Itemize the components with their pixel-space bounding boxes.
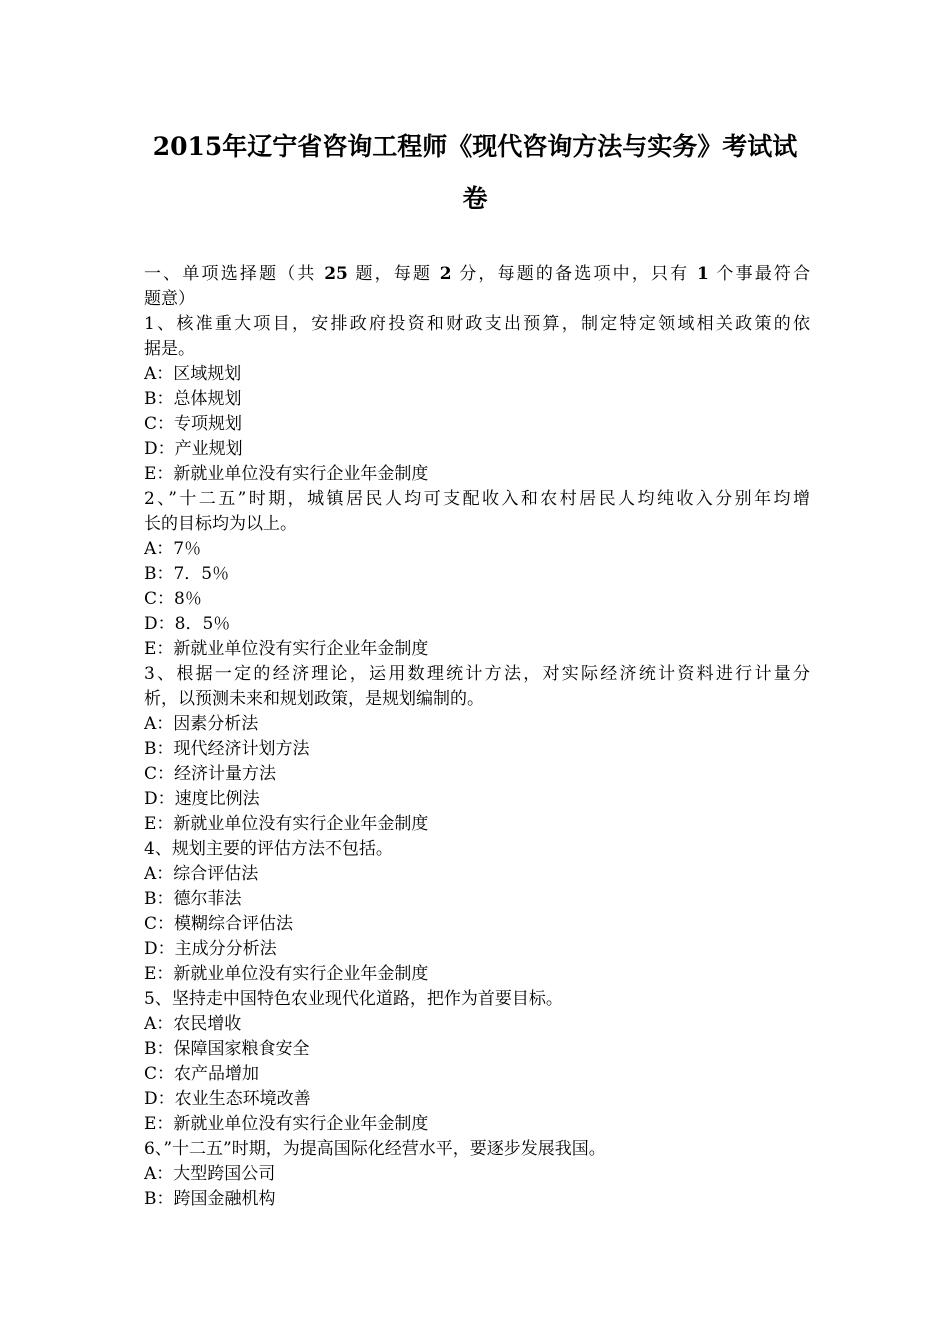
document-title: [140, 128, 810, 218]
section-heading: 一、单项选择题（共 25 题，每题 2 分，每题的备选项中，只有 1 个事最符合: [144, 264, 810, 284]
question-6: [144, 1137, 810, 1212]
answer-option: B：总体规划: [144, 389, 242, 409]
exam-content: [144, 262, 810, 1212]
answer-option: D：8．5％: [144, 614, 231, 634]
question-4: [144, 837, 810, 987]
question-stem: 据是。: [144, 339, 195, 359]
question-2: [144, 487, 810, 662]
answer-option: E：新就业单位没有实行企业年金制度: [144, 814, 429, 834]
answer-option: A：因素分析法: [144, 714, 259, 734]
question-list: [144, 312, 810, 1212]
answer-option: D：速度比例法: [144, 789, 260, 809]
answer-option: D：农业生态环境改善: [144, 1089, 311, 1109]
answer-option: C：专项规划: [144, 414, 243, 434]
answer-option: C：农产品增加: [144, 1064, 260, 1084]
answer-option: A：大型跨国公司: [144, 1164, 276, 1184]
answer-option: B：保障国家粮食安全: [144, 1039, 310, 1059]
question-stem: 6、”十二五”时期，为提高国际化经营水平，要逐步发展我国。: [144, 1139, 606, 1159]
answer-option: B：德尔菲法: [144, 889, 242, 909]
correct-count: 1: [696, 264, 709, 284]
question-5: [144, 987, 810, 1137]
answer-option: C：经济计量方法: [144, 764, 277, 784]
title-year: 2015: [152, 132, 223, 161]
answer-option: A：区域规划: [144, 364, 242, 384]
question-1: [144, 312, 810, 487]
answer-option: B：7．5％: [144, 564, 230, 584]
answer-option: E：新就业单位没有实行企业年金制度: [144, 964, 429, 984]
answer-option: E：新就业单位没有实行企业年金制度: [144, 1114, 429, 1134]
title-line-1: [140, 128, 810, 166]
answer-option: C：8％: [144, 589, 202, 609]
title-line-2: 卷: [462, 184, 488, 213]
answer-option: A：7％: [144, 539, 202, 559]
section-heading-cont: 题意）: [144, 289, 195, 309]
question-score: 2: [439, 264, 452, 284]
question-stem: 析，以预测未来和规划政策，是规划编制的。: [144, 689, 484, 709]
answer-option: C：模糊综合评估法: [144, 914, 294, 934]
question-stem: 长的目标均为以上。: [144, 514, 297, 534]
answer-option: B：跨国金融机构: [144, 1189, 276, 1209]
title-text: 年辽宁省咨询工程师《现代咨询方法与实务》考试试: [222, 132, 798, 161]
question-stem: 2、”十二五”时期，城镇居民人均可支配收入和农村居民人均纯收入分别年均增: [144, 489, 810, 509]
answer-option: E：新就业单位没有实行企业年金制度: [144, 464, 429, 484]
question-stem: 1、核准重大项目，安排政府投资和财政支出预算，制定特定领域相关政策的依: [144, 314, 810, 334]
question-stem: 3、根据一定的经济理论，运用数理统计方法，对实际经济统计资料进行计量分: [144, 664, 810, 684]
answer-option: B：现代经济计划方法: [144, 739, 310, 759]
question-count: 25: [324, 264, 348, 284]
answer-option: A：农民增收: [144, 1014, 242, 1034]
answer-option: D：主成分分析法: [144, 939, 277, 959]
answer-option: D：产业规划: [144, 439, 243, 459]
question-3: [144, 662, 810, 837]
question-stem: 5、坚持走中国特色农业现代化道路，把作为首要目标。: [144, 989, 563, 1009]
answer-option: A：综合评估法: [144, 864, 259, 884]
answer-option: E：新就业单位没有实行企业年金制度: [144, 639, 429, 659]
question-stem: 4、规划主要的评估方法不包括。: [144, 839, 393, 859]
